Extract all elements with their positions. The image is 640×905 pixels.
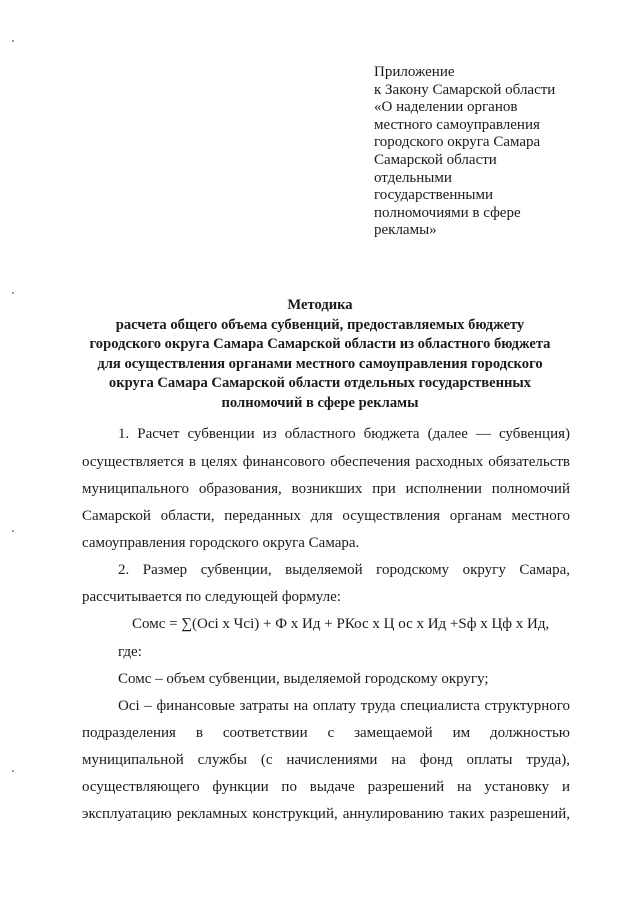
- appendix-line: полномочиями в сфере: [374, 204, 521, 221]
- appendix-line: государственными: [374, 187, 493, 204]
- paragraph-line: Самарской области, переданных для осуществления органам местного: [82, 508, 570, 524]
- title-line: городского округа Самара Самарской области из областного бюджета: [89, 336, 551, 352]
- paragraph-line: 2. Размер субвенции, выделяемой городскому округу Самара,: [118, 562, 570, 578]
- title-line: для осуществления органами местного самоуправления городского: [97, 355, 543, 372]
- appendix-line: местного самоуправления: [374, 116, 540, 133]
- paragraph-line: 1. Расчет субвенции из областного бюджета (далее — субвенция): [118, 426, 570, 442]
- paragraph-line: рассчитывается по следующей формуле:: [82, 589, 341, 605]
- paragraph-line: Осі – финансовые затраты на оплату труда специалиста структурного: [118, 698, 570, 714]
- scan-mark: [12, 770, 14, 772]
- paragraph-line: муниципального образования, возникших при исполнении полномочий: [82, 481, 570, 497]
- appendix-line: «О наделении органов: [374, 99, 518, 116]
- appendix-line: городского округа Самара: [374, 134, 541, 151]
- appendix-line: отдельными: [374, 169, 452, 186]
- title-line: расчета общего объема субвенций, предоставляемых бюджету: [115, 316, 525, 333]
- title-line: Методика: [287, 297, 353, 313]
- document-title: [70, 296, 570, 413]
- appendix-block: [374, 64, 594, 240]
- paragraph-line: где:: [118, 644, 142, 660]
- title-line: округа Самара Самарской области отдельных государственных: [108, 375, 532, 391]
- scan-mark: [12, 530, 14, 532]
- paragraph-line: самоуправления городского округа Самара.: [82, 535, 360, 551]
- scan-mark: [12, 40, 14, 42]
- appendix-line: Самарской области: [374, 151, 497, 168]
- paragraph-line: подразделения в соответствии с замещаемой им должностью: [82, 725, 570, 741]
- formula-line: Сомс = ∑(Осі х Чсі) + Ф х Ид + РКос х Ц ос х Ид +Sф х Цф х Ид,: [132, 616, 550, 632]
- paragraph-line: осуществляется в целях финансового обеспечения расходных обязательств: [82, 454, 570, 470]
- paragraph-line: муниципальной службы (с начислениями на фонд оплаты труда),: [82, 752, 570, 768]
- title-line: полномочий в сфере рекламы: [221, 394, 419, 411]
- appendix-line: Приложение: [374, 64, 455, 80]
- scan-mark: [12, 292, 14, 294]
- paragraph-line: эксплуатацию рекламных конструкций, аннулированию таких разрешений,: [82, 806, 570, 822]
- paragraph-line: Сомс – объем субвенции, выделяемой городскому округу;: [118, 671, 489, 687]
- appendix-line: к Закону Самарской области: [374, 81, 556, 98]
- paragraph-line: осуществляющего функции по выдаче разрешений на установку и: [82, 779, 570, 795]
- appendix-line: рекламы»: [374, 222, 437, 239]
